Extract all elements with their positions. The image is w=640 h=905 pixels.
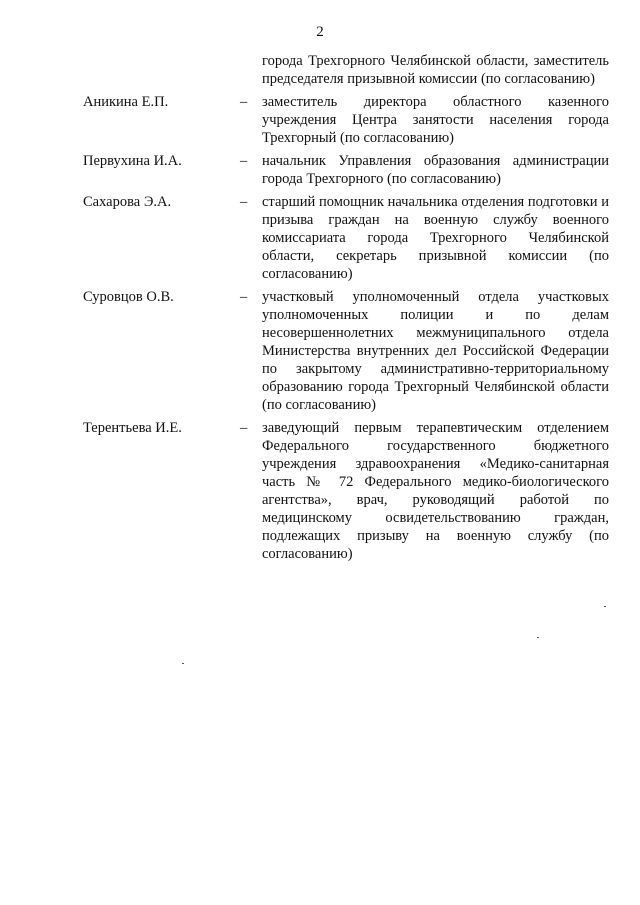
- member-row: [83, 419, 609, 563]
- member-description: начальник Управления образования администрации города Трехгорного (по согласованию): [262, 153, 609, 187]
- member-dash: –: [240, 153, 248, 169]
- member-dash: –: [240, 420, 248, 436]
- member-row-continuation: [83, 52, 609, 88]
- member-dash: –: [240, 289, 248, 305]
- member-description: заведующий первым терапевтическим отделением Федерального государственного бюджетного учреждения здравоохранения «Медико-санитарная часть № 72 Федерального медико-биологического агентства», врач, руководящий работой по медицинскому освидетельствованию граждан, подлежащих призыву на военную службу (по согласованию): [262, 420, 609, 562]
- member-name: Аникина Е.П.: [83, 94, 169, 110]
- scan-speck: [537, 637, 539, 638]
- member-dash: –: [240, 94, 248, 110]
- member-description: города Трехгорного Челябинской области, заместитель председателя призывной комиссии (по согласованию): [262, 53, 609, 87]
- member-description: участковый уполномоченный отдела участковых уполномоченных полиции и по делам несовершеннолетних межмуниципального отдела Министерства внутренних дел Российской Федерации по закрытому административно-территориальному образованию города Трехгорный Челябинской области (по согласованию): [262, 289, 609, 413]
- member-description: старший помощник начальника отделения подготовки и призыва граждан на военную службу военного комиссариата города Трехгорного Челябинской области, секретарь призывной комиссии (по согласованию): [262, 194, 609, 282]
- member-name: Первухина И.А.: [83, 153, 182, 169]
- member-description: заместитель директора областного казенного учреждения Центра занятости населения города Трехгорный (по согласованию): [262, 94, 609, 146]
- member-dash: –: [240, 194, 248, 210]
- member-name: Терентьева И.Е.: [83, 420, 182, 436]
- commission-member-list: [83, 52, 609, 568]
- member-row: [83, 152, 609, 188]
- member-row: [83, 193, 609, 283]
- member-row: [83, 288, 609, 414]
- scan-speck: [604, 606, 606, 607]
- member-row: [83, 93, 609, 147]
- member-name: Сахарова Э.А.: [83, 194, 172, 210]
- scan-speck: [182, 663, 184, 664]
- page-number: 2: [316, 24, 324, 40]
- member-name: Суровцов О.В.: [83, 289, 174, 305]
